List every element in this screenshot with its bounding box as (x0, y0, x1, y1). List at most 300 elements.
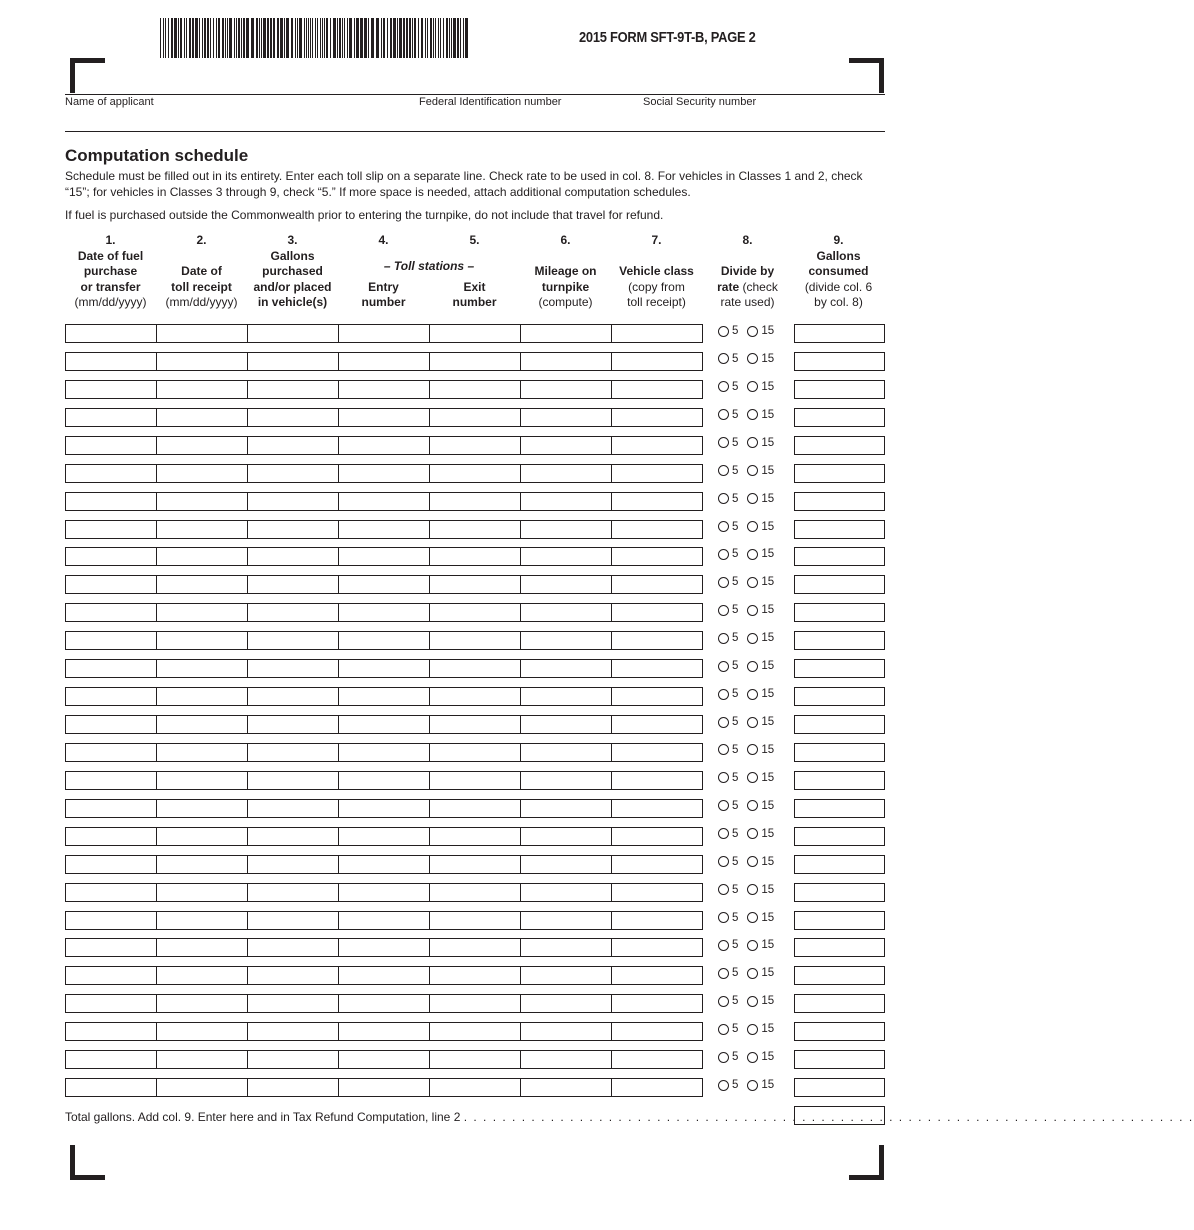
col-7-field[interactable] (611, 855, 703, 874)
col-1-field[interactable] (65, 938, 157, 957)
col-4-field[interactable] (338, 715, 430, 734)
col-6-field[interactable] (520, 352, 612, 371)
table-row (65, 771, 885, 790)
col-1-field[interactable] (65, 883, 157, 902)
col-3-field[interactable] (247, 520, 339, 539)
col-5-field[interactable] (429, 464, 521, 483)
gallons-consumed-field[interactable] (794, 436, 885, 455)
gallons-consumed-field[interactable] (794, 911, 885, 930)
rate-5-radio[interactable] (718, 800, 729, 811)
col-6-field[interactable] (520, 603, 612, 622)
rate-15-label: 15 (761, 1079, 775, 1092)
rate-15-radio[interactable] (747, 689, 758, 700)
col-3-field[interactable] (247, 464, 339, 483)
col-4-field[interactable] (338, 855, 430, 874)
gallons-consumed-field[interactable] (794, 324, 885, 343)
rate-5-radio[interactable] (718, 409, 729, 420)
rate-options (718, 967, 774, 979)
rate-5-label: 5 (732, 492, 739, 505)
col-1-field[interactable] (65, 1050, 157, 1069)
rate-15-radio[interactable] (747, 800, 758, 811)
col-1-field[interactable] (65, 799, 157, 818)
col-2-field[interactable] (156, 324, 248, 343)
col-7-field[interactable] (611, 324, 703, 343)
col-4-field[interactable] (338, 1050, 430, 1069)
rate-5-radio[interactable] (718, 549, 729, 560)
rate-15-radio[interactable] (747, 381, 758, 392)
rate-options (718, 632, 774, 644)
col-7-field[interactable] (611, 436, 703, 455)
col-6-field[interactable] (520, 743, 612, 762)
rate-15-radio[interactable] (747, 772, 758, 783)
rate-15-radio[interactable] (747, 1080, 758, 1091)
col-7-field[interactable] (611, 492, 703, 511)
col-4-field[interactable] (338, 464, 430, 483)
rate-15-radio[interactable] (747, 856, 758, 867)
rate-options (718, 884, 774, 896)
col-6-field[interactable] (520, 1050, 612, 1069)
col-1-field[interactable] (65, 575, 157, 594)
col-3-field[interactable] (247, 938, 339, 957)
col-3-field[interactable] (247, 827, 339, 846)
col-7-field[interactable] (611, 883, 703, 902)
table-row (65, 938, 885, 957)
rate-15-label: 15 (761, 464, 775, 477)
col-1-field[interactable] (65, 966, 157, 985)
gallons-consumed-field[interactable] (794, 575, 885, 594)
col-3-field[interactable] (247, 743, 339, 762)
gallons-consumed-field[interactable] (794, 603, 885, 622)
col-5-field[interactable] (429, 1022, 521, 1041)
col-1-field[interactable] (65, 1078, 157, 1097)
rate-5-radio[interactable] (718, 828, 729, 839)
col-2-field[interactable] (156, 938, 248, 957)
col-3-field[interactable] (247, 603, 339, 622)
col-2-field[interactable] (156, 492, 248, 511)
col-3-field[interactable] (247, 771, 339, 790)
leader-dots: . . . . . . . . . . . . . . . . . . . . . . . . . . . . . . . . . . . . . . . . . . . . . . . . . . . . . . . . . . . . . . . . . . . . . . . . . . . . (463, 1110, 1194, 1124)
rate-5-radio[interactable] (718, 744, 729, 755)
rate-5-radio[interactable] (718, 856, 729, 867)
col-6-field[interactable] (520, 938, 612, 957)
col-7-field[interactable] (611, 771, 703, 790)
col-2-field[interactable] (156, 547, 248, 566)
col-2-field[interactable] (156, 575, 248, 594)
col-5-field[interactable] (429, 659, 521, 678)
col-7-field[interactable] (611, 687, 703, 706)
col-4-field[interactable] (338, 771, 430, 790)
col-5-field[interactable] (429, 547, 521, 566)
col-5-field[interactable] (429, 827, 521, 846)
col-6-field[interactable] (520, 966, 612, 985)
col-1-field[interactable] (65, 827, 157, 846)
col-2-field[interactable] (156, 799, 248, 818)
rate-5-radio[interactable] (718, 1052, 729, 1063)
col-7-field[interactable] (611, 464, 703, 483)
rate-5-label: 5 (732, 436, 739, 449)
rate-5-radio[interactable] (718, 353, 729, 364)
rate-5-radio[interactable] (718, 884, 729, 895)
rate-15-radio[interactable] (747, 1052, 758, 1063)
col-7-field[interactable] (611, 575, 703, 594)
col-5-field[interactable] (429, 408, 521, 427)
col-7-field[interactable] (611, 547, 703, 566)
col-5-field[interactable] (429, 575, 521, 594)
gallons-consumed-field[interactable] (794, 1050, 885, 1069)
col-4-field[interactable] (338, 687, 430, 706)
col-1-field[interactable] (65, 743, 157, 762)
col-7-field[interactable] (611, 352, 703, 371)
col-3-field[interactable] (247, 1022, 339, 1041)
gallons-consumed-field[interactable] (794, 492, 885, 511)
col-2-field[interactable] (156, 966, 248, 985)
col-5-field[interactable] (429, 1078, 521, 1097)
col-6-field[interactable] (520, 771, 612, 790)
col-3-field[interactable] (247, 631, 339, 650)
col-7-field[interactable] (611, 966, 703, 985)
col-4-field[interactable] (338, 966, 430, 985)
gallons-consumed-field[interactable] (794, 883, 885, 902)
rate-15-radio[interactable] (747, 465, 758, 476)
col-3-field[interactable] (247, 492, 339, 511)
rate-options (718, 576, 774, 588)
col-5-field[interactable] (429, 1050, 521, 1069)
rate-15-radio[interactable] (747, 996, 758, 1007)
col-3-field[interactable] (247, 352, 339, 371)
rate-5-radio[interactable] (718, 1024, 729, 1035)
rate-5-label: 5 (732, 911, 739, 924)
rate-15-radio[interactable] (747, 744, 758, 755)
col-7-field[interactable] (611, 1050, 703, 1069)
col-7-field[interactable] (611, 659, 703, 678)
col-2-field[interactable] (156, 827, 248, 846)
col-3-field[interactable] (247, 324, 339, 343)
rate-15-radio[interactable] (747, 437, 758, 448)
col-2-field[interactable] (156, 743, 248, 762)
table-row (65, 911, 885, 930)
rate-5-radio[interactable] (718, 1080, 729, 1091)
col-2-field[interactable] (156, 603, 248, 622)
col-1-field[interactable] (65, 911, 157, 930)
col-4-field[interactable] (338, 631, 430, 650)
col-7-field[interactable] (611, 408, 703, 427)
col-3-field[interactable] (247, 575, 339, 594)
rate-15-radio[interactable] (747, 940, 758, 951)
col-2-field[interactable] (156, 1078, 248, 1097)
col-7-field[interactable] (611, 1022, 703, 1041)
col-5-field[interactable] (429, 855, 521, 874)
col-5-field[interactable] (429, 938, 521, 957)
col-5-field[interactable] (429, 492, 521, 511)
col-5-field[interactable] (429, 603, 521, 622)
col-7-field[interactable] (611, 715, 703, 734)
rate-15-radio[interactable] (747, 549, 758, 560)
rate-5-radio[interactable] (718, 912, 729, 923)
col-7-field[interactable] (611, 380, 703, 399)
col-6-field[interactable] (520, 994, 612, 1013)
col-1-field[interactable] (65, 855, 157, 874)
col-2-field[interactable] (156, 855, 248, 874)
col-5-field[interactable] (429, 380, 521, 399)
col-1-field[interactable] (65, 324, 157, 343)
col-3-field[interactable] (247, 1078, 339, 1097)
col-4-field[interactable] (338, 659, 430, 678)
col-2-field[interactable] (156, 520, 248, 539)
col-7-field[interactable] (611, 1078, 703, 1097)
col-3-field[interactable] (247, 715, 339, 734)
col-7-field[interactable] (611, 743, 703, 762)
rate-15-radio[interactable] (747, 605, 758, 616)
col-3-field[interactable] (247, 659, 339, 678)
gallons-consumed-field[interactable] (794, 938, 885, 957)
col-3-field[interactable] (247, 994, 339, 1013)
col-2-field[interactable] (156, 771, 248, 790)
col-7-field[interactable] (611, 603, 703, 622)
col-7-field[interactable] (611, 799, 703, 818)
col-5-field[interactable] (429, 324, 521, 343)
rate-5-radio[interactable] (718, 437, 729, 448)
rate-5-radio[interactable] (718, 465, 729, 476)
gallons-consumed-field[interactable] (794, 855, 885, 874)
col-5-field[interactable] (429, 520, 521, 539)
col-6-field[interactable] (520, 631, 612, 650)
gallons-consumed-field[interactable] (794, 352, 885, 371)
col-3-field[interactable] (247, 883, 339, 902)
col-5-field[interactable] (429, 436, 521, 455)
total-gallons-field[interactable] (794, 1106, 885, 1125)
col-4-field[interactable] (338, 436, 430, 455)
rate-5-radio[interactable] (718, 996, 729, 1007)
col-3-field[interactable] (247, 408, 339, 427)
col-2-field[interactable] (156, 1050, 248, 1069)
rate-5-radio[interactable] (718, 968, 729, 979)
col-7-field[interactable] (611, 938, 703, 957)
col-1-field[interactable] (65, 1022, 157, 1041)
gallons-consumed-field[interactable] (794, 547, 885, 566)
col-6-field[interactable] (520, 715, 612, 734)
col-6-field[interactable] (520, 380, 612, 399)
col-4-field[interactable] (338, 324, 430, 343)
rate-5-radio[interactable] (718, 521, 729, 532)
col-2-field[interactable] (156, 994, 248, 1013)
col-1-field[interactable] (65, 715, 157, 734)
col-4-field[interactable] (338, 799, 430, 818)
col-5-field[interactable] (429, 771, 521, 790)
gallons-consumed-field[interactable] (794, 771, 885, 790)
rate-15-radio[interactable] (747, 493, 758, 504)
col-6-field[interactable] (520, 324, 612, 343)
col-5-field[interactable] (429, 631, 521, 650)
col-2-field[interactable] (156, 659, 248, 678)
col-4-field[interactable] (338, 380, 430, 399)
col-2-field[interactable] (156, 380, 248, 399)
column-header-5: 5. Exit number (452, 233, 497, 309)
gallons-consumed-field[interactable] (794, 799, 885, 818)
gallons-consumed-field[interactable] (794, 743, 885, 762)
col-3-field[interactable] (247, 547, 339, 566)
col-6-field[interactable] (520, 464, 612, 483)
col-4-field[interactable] (338, 408, 430, 427)
rate-15-radio[interactable] (747, 353, 758, 364)
rate-5-radio[interactable] (718, 381, 729, 392)
col-5-field[interactable] (429, 911, 521, 930)
col-1-field[interactable] (65, 547, 157, 566)
rate-5-radio[interactable] (718, 689, 729, 700)
col-1-field[interactable] (65, 464, 157, 483)
col-6-field[interactable] (520, 547, 612, 566)
col-4-field[interactable] (338, 1078, 430, 1097)
rate-5-radio[interactable] (718, 577, 729, 588)
col-1-field[interactable] (65, 771, 157, 790)
rate-15-radio[interactable] (747, 661, 758, 672)
col-7-field[interactable] (611, 994, 703, 1013)
col-2-field[interactable] (156, 1022, 248, 1041)
rate-15-radio[interactable] (747, 968, 758, 979)
col-6-field[interactable] (520, 687, 612, 706)
col-6-field[interactable] (520, 1078, 612, 1097)
col-4-field[interactable] (338, 492, 430, 511)
col-6-field[interactable] (520, 827, 612, 846)
col-1-field[interactable] (65, 492, 157, 511)
rate-15-radio[interactable] (747, 326, 758, 337)
col-6-field[interactable] (520, 799, 612, 818)
col-6-field[interactable] (520, 408, 612, 427)
col-7-field[interactable] (611, 520, 703, 539)
gallons-consumed-field[interactable] (794, 994, 885, 1013)
col-4-field[interactable] (338, 603, 430, 622)
gallons-consumed-field[interactable] (794, 715, 885, 734)
col-3-field[interactable] (247, 436, 339, 455)
col-6-field[interactable] (520, 520, 612, 539)
gallons-consumed-field[interactable] (794, 380, 885, 399)
col-4-field[interactable] (338, 352, 430, 371)
gallons-consumed-field[interactable] (794, 827, 885, 846)
col-5-field[interactable] (429, 715, 521, 734)
col-6-field[interactable] (520, 575, 612, 594)
col-1-field[interactable] (65, 352, 157, 371)
col-1-field[interactable] (65, 631, 157, 650)
col-1-field[interactable] (65, 687, 157, 706)
rate-15-radio[interactable] (747, 884, 758, 895)
col-4-field[interactable] (338, 911, 430, 930)
col-5-field[interactable] (429, 966, 521, 985)
col-1-field[interactable] (65, 380, 157, 399)
col-1-field[interactable] (65, 436, 157, 455)
col-5-field[interactable] (429, 994, 521, 1013)
rate-15-radio[interactable] (747, 912, 758, 923)
rate-5-radio[interactable] (718, 326, 729, 337)
col-5-field[interactable] (429, 883, 521, 902)
gallons-consumed-field[interactable] (794, 631, 885, 650)
col-2-field[interactable] (156, 911, 248, 930)
col-5-field[interactable] (429, 743, 521, 762)
rate-15-radio[interactable] (747, 577, 758, 588)
col-4-field[interactable] (338, 547, 430, 566)
gallons-consumed-field[interactable] (794, 408, 885, 427)
rate-15-label: 15 (761, 1051, 775, 1064)
rate-5-radio[interactable] (718, 940, 729, 951)
rate-5-radio[interactable] (718, 493, 729, 504)
col-1-field[interactable] (65, 659, 157, 678)
gallons-consumed-field[interactable] (794, 659, 885, 678)
col-3-field[interactable] (247, 799, 339, 818)
col-4-field[interactable] (338, 575, 430, 594)
col-6-field[interactable] (520, 1022, 612, 1041)
table-row (65, 380, 885, 399)
col-1-field[interactable] (65, 408, 157, 427)
col-4-field[interactable] (338, 827, 430, 846)
col-6-field[interactable] (520, 492, 612, 511)
col-5-field[interactable] (429, 352, 521, 371)
col-7-field[interactable] (611, 631, 703, 650)
col-1-field[interactable] (65, 603, 157, 622)
rate-15-radio[interactable] (747, 717, 758, 728)
gallons-consumed-field[interactable] (794, 464, 885, 483)
col-3-field[interactable] (247, 687, 339, 706)
rate-5-radio[interactable] (718, 717, 729, 728)
col-5-field[interactable] (429, 687, 521, 706)
col-6-field[interactable] (520, 659, 612, 678)
col-4-field[interactable] (338, 938, 430, 957)
col-4-field[interactable] (338, 994, 430, 1013)
applicant-info-field[interactable] (65, 110, 885, 130)
rate-5-radio[interactable] (718, 633, 729, 644)
rate-15-radio[interactable] (747, 409, 758, 420)
col-6-field[interactable] (520, 436, 612, 455)
col-2-field[interactable] (156, 631, 248, 650)
col-1-field[interactable] (65, 994, 157, 1013)
col-7-field[interactable] (611, 827, 703, 846)
rate-5-radio[interactable] (718, 605, 729, 616)
col-4-field[interactable] (338, 520, 430, 539)
col-3-field[interactable] (247, 966, 339, 985)
rate-15-radio[interactable] (747, 828, 758, 839)
table-row (65, 492, 885, 511)
col-3-field[interactable] (247, 1050, 339, 1069)
gallons-consumed-field[interactable] (794, 966, 885, 985)
rate-15-radio[interactable] (747, 1024, 758, 1035)
gallons-consumed-field[interactable] (794, 520, 885, 539)
col-3-field[interactable] (247, 911, 339, 930)
col-2-field[interactable] (156, 715, 248, 734)
col-4-field[interactable] (338, 883, 430, 902)
rate-15-radio[interactable] (747, 633, 758, 644)
col-3-field[interactable] (247, 380, 339, 399)
col-2-field[interactable] (156, 352, 248, 371)
col-3-field[interactable] (247, 855, 339, 874)
col-4-field[interactable] (338, 1022, 430, 1041)
divider (65, 131, 885, 132)
col-2-field[interactable] (156, 436, 248, 455)
col-6-field[interactable] (520, 855, 612, 874)
col-6-field[interactable] (520, 883, 612, 902)
col-1-field[interactable] (65, 520, 157, 539)
gallons-consumed-field[interactable] (794, 1022, 885, 1041)
col-2-field[interactable] (156, 464, 248, 483)
rate-5-radio[interactable] (718, 661, 729, 672)
rate-5-radio[interactable] (718, 772, 729, 783)
col-7-field[interactable] (611, 911, 703, 930)
gallons-consumed-field[interactable] (794, 1078, 885, 1097)
col-2-field[interactable] (156, 883, 248, 902)
col-4-field[interactable] (338, 743, 430, 762)
rate-15-radio[interactable] (747, 521, 758, 532)
col-2-field[interactable] (156, 687, 248, 706)
gallons-consumed-field[interactable] (794, 687, 885, 706)
col-5-field[interactable] (429, 799, 521, 818)
col-2-field[interactable] (156, 408, 248, 427)
col-6-field[interactable] (520, 911, 612, 930)
